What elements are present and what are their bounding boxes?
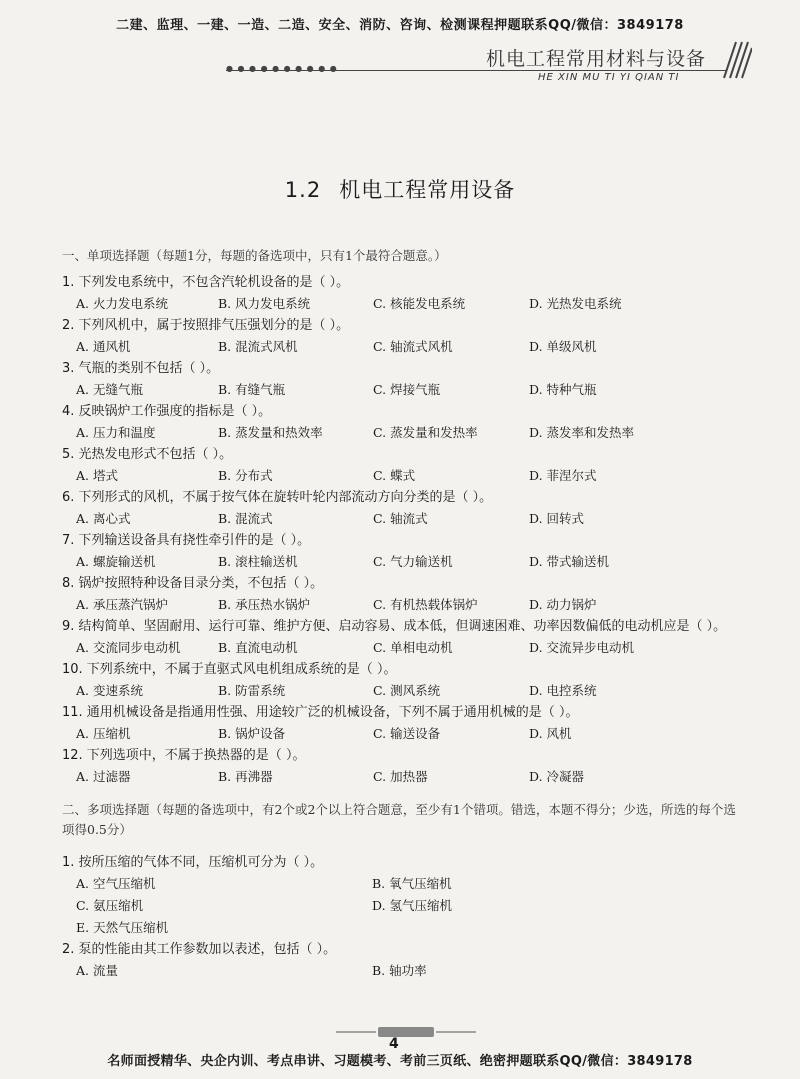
option-b: B. 分布式 [218,468,273,483]
option-c: C. 有机热载体锅炉 [373,597,478,612]
question-item [62,401,742,444]
option-b: B. 承压热水锅炉 [218,597,311,612]
option-a: A. 通风机 [76,339,131,354]
question-stem: 8. 锅炉按照特种设备目录分类，不包括（ ）。 [62,576,324,591]
question-item [62,573,742,616]
option-d: D. 回转式 [529,511,585,526]
option-a: A. 空气压缩机 [76,876,156,891]
question-stem: 2. 下列风机中，属于按照排气压强划分的是（ ）。 [62,318,350,333]
page-number: 4 [389,1036,399,1052]
option-d: D. 带式输送机 [529,554,610,569]
option-c: C. 轴流式风机 [373,339,453,354]
header-dots-ornament: ● ● ● ● ● ● ● ● ● ● [226,64,338,73]
option-a: A. 压力和温度 [76,425,156,440]
footer-ornament-icon [336,1026,476,1038]
option-b: B. 防雷系统 [218,683,286,698]
option-b: B. 滚柱输送机 [218,554,298,569]
option-d: D. 菲涅尔式 [529,468,597,483]
option-a: A. 火力发电系统 [76,296,168,311]
option-row [62,766,742,788]
option-a: A. 无缝气瓶 [76,382,143,397]
question-stem: 7. 下列输送设备具有挠性牵引件的是（ ）。 [62,533,311,548]
question-stem: 6. 下列形式的风机，不属于按气体在旋转叶轮内部流动方向分类的是（ ）。 [62,490,493,505]
option-a: A. 离心式 [76,511,131,526]
question-stem: 5. 光热发电形式不包括（ ）。 [62,447,233,462]
option-c: C. 蒸发量和发热率 [373,425,478,440]
top-contact-banner: 二建、监理、一建、一造、二造、安全、消防、咨询、检测课程押题联系QQ/微信：3849178 [116,18,684,33]
question-stem: 10. 下列系统中，不属于直驱式风电机组成系统的是（ ）。 [62,662,397,677]
question-item [62,852,742,939]
question-item [62,315,742,358]
option-row [62,422,742,444]
question-item [62,530,742,573]
option-a: A. 变速系统 [76,683,143,698]
option-row [62,336,742,358]
question-stem: 3. 气瓶的类别不包括（ ）。 [62,361,220,376]
option-row [62,723,742,745]
question-item [62,616,742,659]
option-d: D. 氢气压缩机 [372,898,453,913]
question-item [62,939,742,982]
option-a: A. 过滤器 [76,769,131,784]
section-number: 1.2 [284,178,322,202]
question-item [62,745,742,788]
option-c: C. 蝶式 [373,468,416,483]
option-e: E. 天然气压缩机 [76,920,169,935]
option-c: C. 核能发电系统 [373,296,466,311]
option-d: D. 动力锅炉 [529,597,597,612]
option-a: A. 螺旋输送机 [76,554,156,569]
question-item [62,702,742,745]
option-a: A. 压缩机 [76,726,131,741]
question-content [62,246,742,982]
option-a: A. 塔式 [76,468,118,483]
option-d: D. 电控系统 [529,683,597,698]
question-item [62,358,742,401]
header-stripes-icon [716,40,752,80]
book-subtitle: HE XIN MU TI YI QIAN TI [538,72,680,83]
option-b: B. 混流式风机 [218,339,298,354]
option-d: D. 冷凝器 [529,769,585,784]
option-a: A. 承压蒸汽锅炉 [76,597,168,612]
option-row [62,917,742,939]
option-row [62,895,742,917]
option-row [62,637,742,659]
option-b: B. 直流电动机 [218,640,298,655]
option-d: D. 光热发电系统 [529,296,622,311]
question-stem: 9. 结构简单、坚固耐用、运行可靠、维护方便、启动容易、成本低，但调速困难、功率因数偏低的电动机应是（ ）。 [62,619,727,634]
multi-choice-heading: 二、多项选择题（每题的备选项中，有2个或2个以上符合题意，至少有1个错项。错选，本题不得分；少选，所选的每个选项得0.5分） [62,802,736,837]
option-row [62,873,742,895]
option-d: D. 特种气瓶 [529,382,597,397]
section-title-text: 机电工程常用设备 [339,178,516,202]
question-stem: 4. 反映锅炉工作强度的指标是（ ）。 [62,404,272,419]
section-title [0,174,800,204]
option-b: B. 蒸发量和热效率 [218,425,323,440]
option-b: B. 再沸器 [218,769,273,784]
question-item [62,444,742,487]
option-a: A. 交流同步电动机 [76,640,181,655]
option-d: D. 蒸发率和发热率 [529,425,635,440]
option-b: B. 轴功率 [372,963,427,978]
option-b: B. 有缝气瓶 [218,382,286,397]
option-row [62,960,742,982]
question-stem: 1. 按所压缩的气体不同，压缩机可分为（ ）。 [62,855,324,870]
question-stem: 11. 通用机械设备是指通用性强、用途较广泛的机械设备，下列不属于通用机械的是（ ）。 [62,705,579,720]
option-c: C. 气力输送机 [373,554,453,569]
option-d: D. 单级风机 [529,339,597,354]
question-stem: 1. 下列发电系统中，不包含汽轮机设备的是（ ）。 [62,275,350,290]
option-row [62,508,742,530]
option-b: B. 锅炉设备 [218,726,286,741]
question-stem: 12. 下列选项中，不属于换热器的是（ ）。 [62,748,306,763]
option-c: C. 单相电动机 [373,640,453,655]
question-item [62,487,742,530]
question-item [62,659,742,702]
option-c: C. 测风系统 [373,683,441,698]
option-row [62,551,742,573]
option-d: D. 风机 [529,726,572,741]
option-c: C. 焊接气瓶 [373,382,441,397]
option-row [62,379,742,401]
option-row [62,594,742,616]
option-b: B. 氧气压缩机 [372,876,452,891]
option-a: A. 流量 [76,963,118,978]
question-item [62,272,742,315]
book-title: 机电工程常用材料与设备 [486,48,707,70]
option-b: B. 混流式 [218,511,273,526]
option-row [62,680,742,702]
option-row [62,293,742,315]
option-row [62,465,742,487]
single-choice-heading: 一、单项选择题（每题1分，每题的备选项中，只有1个最符合题意。） [62,248,447,263]
option-b: B. 风力发电系统 [218,296,311,311]
option-c: C. 氨压缩机 [76,898,144,913]
header-rule [226,70,726,71]
bottom-contact-banner: 名师面授精华、央企内训、考点串讲、习题模考、考前三页纸、绝密押题联系QQ/微信：3849178 [107,1054,693,1069]
option-c: C. 输送设备 [373,726,441,741]
option-c: C. 轴流式 [373,511,428,526]
option-d: D. 交流异步电动机 [529,640,635,655]
question-stem: 2. 泵的性能由其工作参数加以表述，包括（ ）。 [62,942,337,957]
option-c: C. 加热器 [373,769,428,784]
